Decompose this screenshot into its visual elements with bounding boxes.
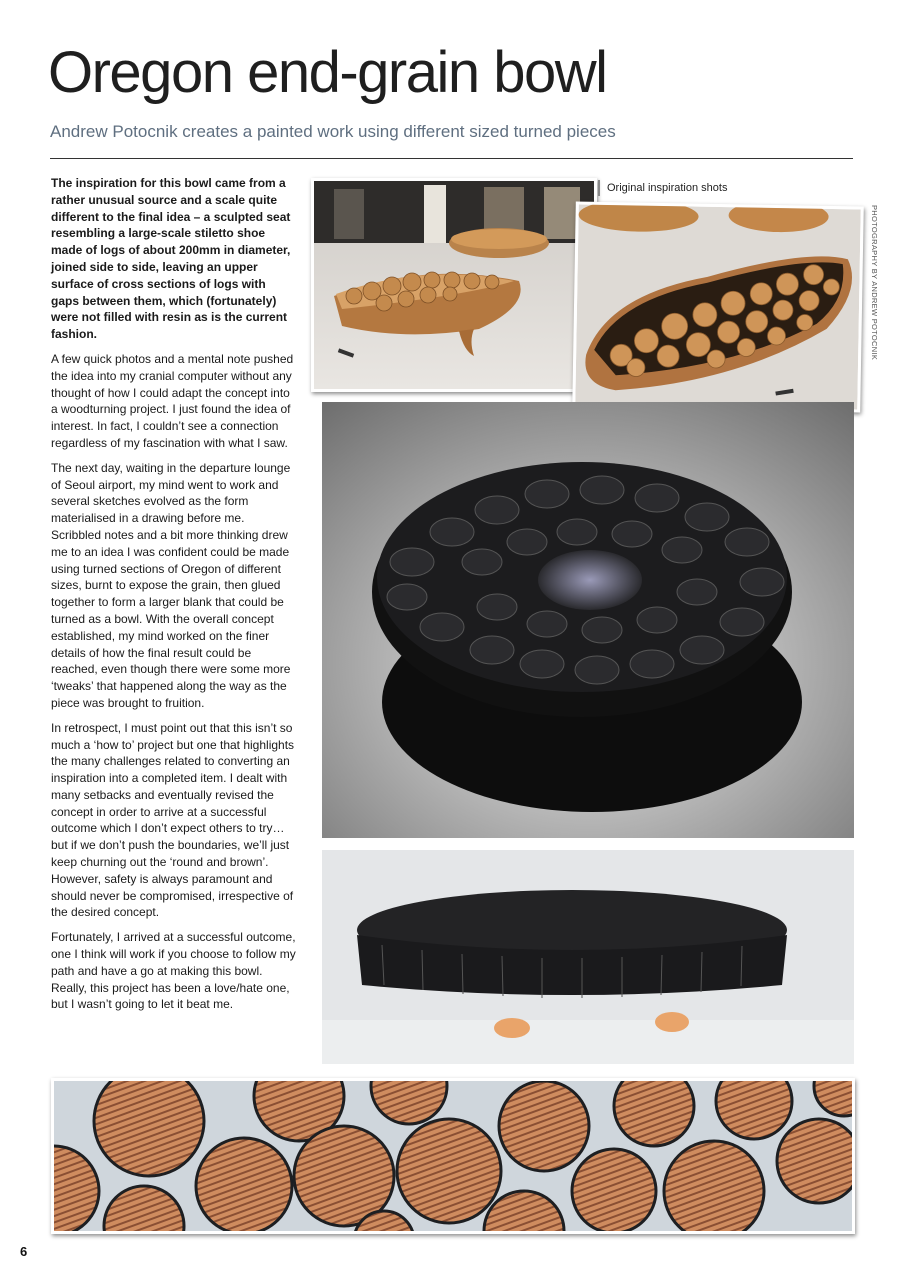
title-divider xyxy=(50,158,853,159)
article-body xyxy=(51,175,296,1021)
bowl-top-view-photo xyxy=(322,402,854,838)
body-paragraph: Fortunately, I arrived at a successful outcome, one I think will work if you choose to follow my path and have a go at making this bowl. Really, this project has been a love/hate one, but I wasn’t going to let it beat me. xyxy=(51,930,296,1012)
body-paragraph: A few quick photos and a mental note pushed the idea into my cranial computer without any thought of how I could adapt the concept into a woodturning project. I just found the idea of interest. In fact, I couldn’t see a connection regardless of my fascination with what I saw. xyxy=(51,351,294,450)
page-subtitle: Andrew Potocnik creates a painted work using different sized turned pieces xyxy=(50,122,616,141)
page-title: Oregon end-grain bowl xyxy=(48,40,607,105)
body-paragraph: The next day, waiting in the departure lounge of Seoul airport, my mind went to work and several sketches evolved as the form materialised in a drawing before me. Scribbled notes and a bit more thinking drew me to an idea I was confident could be made using turned sections of Oregon of different sizes, burnt to expose the grain, then glued together to form a larger blank that could be turned as a bowl. With the overall concept established, my mind worked on the finer details of how the final result could be reached, even though there were some more ‘tweaks’ that happened along the way as the piece was brought to fruition. xyxy=(51,460,291,710)
page-number: 6 xyxy=(20,1244,28,1259)
bowl-side-view-photo xyxy=(322,850,854,1064)
photo-credit: PHOTOGRAPHY BY ANDREW POTOCNIK xyxy=(870,205,879,361)
inspiration-photo-1 xyxy=(311,178,597,392)
body-paragraph: In retrospect, I must point out that this isn’t so much a ‘how to’ project but one that highlights the many challenges related to converting an inspiration into a completed item. I dealt with many setbacks and eventually revised the concept in order to arrive at a successful outcome which I don’t expect others to try… but if we don’t push the boundaries, we’ll just keep churning out the ‘round and brown’. However, safety is always paramount and should never be compromised, irrespective of the desired concept. xyxy=(51,720,295,920)
inspiration-caption: Original inspiration shots xyxy=(598,180,727,196)
lead-paragraph: The inspiration for this bowl came from a rather unusual source and a scale quite different to the final idea – a sculpted seat resembling a large-scale stiletto shoe made of logs of about 200mm in diameter, joined side to side, leaving an upper surface of cross sections of logs with gaps between them, which (fortunately) were not filled with resin as is the current fashion. xyxy=(51,176,291,342)
end-grain-closeup-photo xyxy=(51,1078,855,1234)
inspiration-photo-2 xyxy=(572,202,864,413)
